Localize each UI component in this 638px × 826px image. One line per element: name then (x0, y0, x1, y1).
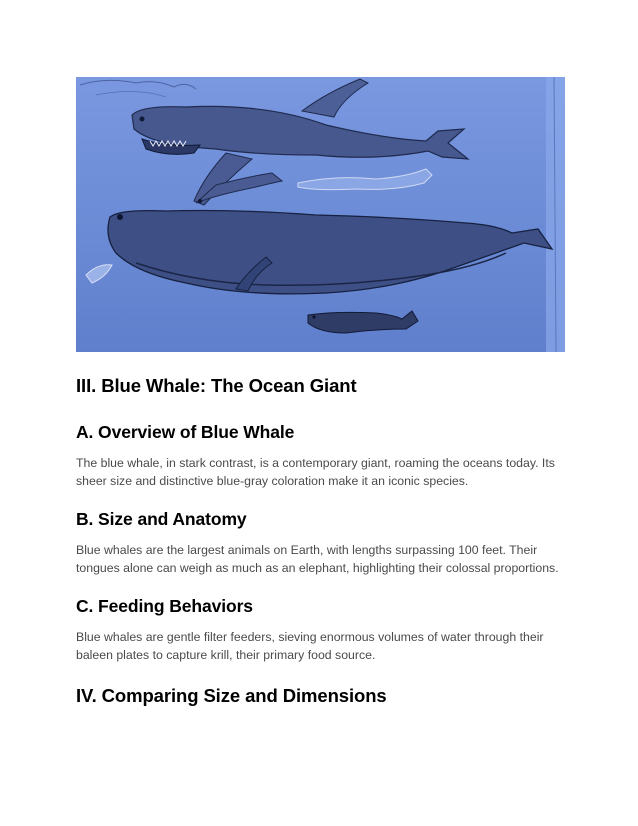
section-heading-comparing-size: IV. Comparing Size and Dimensions (76, 685, 387, 706)
subheading-overview: A. Overview of Blue Whale (76, 422, 295, 442)
paragraph-size-anatomy: Blue whales are the largest animals on Earth, with lengths surpassing 100 feet. Their tongues alone can weigh as much as an elephant, highlighting their colossal proportions. (76, 543, 559, 575)
paragraph-feeding: Blue whales are gentle filter feeders, sieving enormous volumes of water through their baleen plates to capture krill, their primary food source. (76, 630, 544, 662)
whale-drawing-svg (76, 77, 565, 352)
section-heading-blue-whale: III. Blue Whale: The Ocean Giant (76, 375, 357, 396)
subheading-size-anatomy: B. Size and Anatomy (76, 509, 247, 529)
document-body (76, 372, 562, 728)
paragraph-overview: The blue whale, in stark contrast, is a contemporary giant, roaming the oceans today. Its sheer size and distinctive blue-gray coloration make it an iconic species. (76, 456, 555, 488)
whale-drawing-image (76, 77, 565, 352)
subheading-feeding: C. Feeding Behaviors (76, 596, 253, 616)
